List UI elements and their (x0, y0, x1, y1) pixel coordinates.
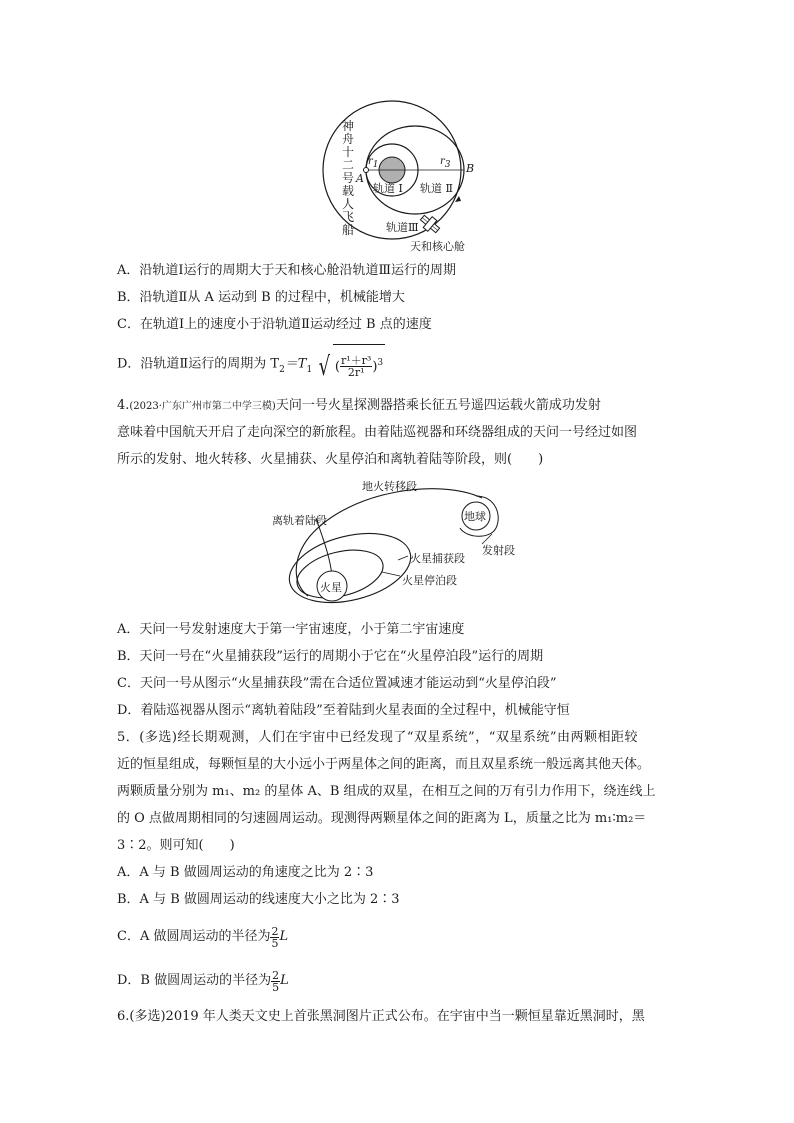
label-r3-sub: 3 (444, 160, 451, 170)
q3-option-c: C．在轨道Ⅰ上的速度小于沿轨道Ⅱ运动经过 B 点的速度 (117, 317, 432, 332)
q3-option-b: B．沿轨道Ⅱ从 A 运动到 B 的过程中，机械能增大 (117, 290, 405, 305)
q5-option-a: A．A 与 B 做圆周运动的角速度之比为 2∶3 (117, 865, 374, 880)
mars-mission-figure (270, 476, 520, 616)
label-parking: 火星停泊段 (402, 574, 457, 587)
label-transfer: 地火转移段 (362, 480, 417, 493)
label-point-a: A (356, 172, 364, 185)
capture-pointer (398, 556, 408, 560)
q6-line1: 6.(多选)2019 年人类天文史上首张黑洞图片正式公布。在宇宙中当一颗恒星靠近黑洞时，黑 (117, 1009, 645, 1024)
label-r3 (440, 156, 451, 170)
q5-line1: 5．(多选)经长期观测，人们在宇宙中已经发现了“双星系统”，“双星系统”由两颗相距较 (117, 730, 638, 745)
q3-d-eq: ＝T (284, 356, 307, 372)
q3-d-prefix: D．沿轨道Ⅱ运行的周期为 T (117, 356, 280, 372)
q3-option-d (117, 344, 385, 388)
q5-option-d (117, 966, 289, 997)
label-orbit-2: 轨道 Ⅱ (420, 182, 453, 195)
vlabel-char: 神 (341, 119, 354, 133)
label-r1-sub: 1 (372, 160, 379, 170)
label-orbit-1: 轨道 Ⅰ (373, 182, 403, 195)
vlabel-char: 人 (341, 197, 354, 211)
vlabel-char: 飞 (341, 210, 354, 224)
vlabel-char: 船 (341, 223, 354, 237)
q4-option-d: D．着陆巡视器从图示“离轨着陆段”至着陆到火星表面的全过程中，机械能守恒 (117, 703, 570, 718)
q4-line1 (117, 397, 601, 416)
q4-line2: 意味着中国航天开启了走向深空的新旅程。由着陆巡视器和环绕器组成的天问一号经过如图 (117, 425, 638, 440)
vlabel-char: 十 (341, 145, 354, 159)
q5-line5: 3∶2。则可知( ) (117, 838, 235, 853)
label-station: 天和核心舱 (410, 240, 465, 253)
q4-number: 4. (117, 398, 130, 413)
label-earth: 地球 (464, 510, 486, 523)
q5-c-num: 2 (271, 924, 279, 938)
vlabel-char: 号 (341, 171, 354, 185)
q5-d-fraction (271, 970, 280, 993)
q5-option-b: B．A 与 B 做圆周运动的线速度大小之比为 2∶3 (117, 892, 400, 907)
q3-d-sub2: 2 (279, 365, 285, 376)
q5-line4: 的 O 点做周期相同的匀速圆周运动。现测得两颗星体之间的距离为 L，质量之比为 m₁∶m₂＝ (117, 811, 647, 826)
d-power: 3 (377, 358, 384, 368)
q5-option-c (117, 922, 288, 953)
label-capture: 火星捕获段 (410, 552, 465, 565)
label-r3-letter: r (440, 156, 445, 167)
label-r1 (368, 156, 379, 170)
q5-c-prefix: C．A 做圆周运动的半径为 (117, 929, 271, 944)
vlabel-char: 载 (341, 184, 354, 198)
d-fraction (340, 355, 372, 378)
q3-d-sub1: 1 (306, 365, 313, 376)
label-point-b: B (466, 162, 475, 175)
sqrt-body: ( $\frac{\text{r¹＋r³}}{\text{2r¹}}$ )$^3$ (333, 344, 385, 385)
vlabel-char: 二 (341, 158, 354, 172)
q3-option-a: A．沿轨道Ⅰ运行的周期大于天和核心舱沿轨道Ⅲ运行的周期 (117, 263, 457, 278)
q4-line3: 所示的发射、地火转移、火星捕获、火星停泊和离轨着陆等阶段，则( ) (117, 452, 544, 467)
orbit-figure (318, 96, 478, 256)
spacecraft-vertical-label (341, 120, 355, 237)
d-fraction-den: 2r¹ (347, 366, 365, 380)
label-deorbit: 离轨着陆段 (272, 514, 327, 527)
q5-d-num: 2 (272, 968, 280, 982)
q5-c-den: 5 (271, 936, 279, 950)
q5-d-L: L (280, 973, 289, 988)
q5-d-prefix: D．B 做圆周运动的半径为 (117, 973, 272, 988)
capture-orbit-ellipse (282, 522, 418, 614)
vlabel-char: 舟 (341, 132, 354, 146)
q4-option-c: C．天问一号从图示“火星捕获段”需在合适位置减速才能运动到“火星停泊段” (117, 676, 557, 691)
parking-pointer (382, 572, 400, 576)
d-fraction-num: r¹＋r³ (341, 354, 372, 368)
label-mars: 火星 (320, 581, 342, 594)
sqrt-sign-icon: √ (318, 351, 331, 382)
q4-text1: 天问一号火星探测器搭乘长征五号遥四运载火箭成功发射 (275, 398, 601, 413)
q5-c-L: L (279, 929, 289, 944)
sqrt-expression (316, 344, 385, 385)
label-launch: 发射段 (482, 544, 515, 557)
q4-option-b: B．天问一号在“火星捕获段”运行的周期小于它在“火星停泊段”运行的周期 (117, 649, 544, 664)
q5-line3: 两颗质量分别为 m₁、m₂ 的星体 A、B 组成的双星，在相互之间的万有引力作用下，绕连线上 (117, 784, 656, 799)
q5-line2: 近的恒星组成，每颗恒星的大小远小于两星体之间的距离，而且双星系统一般远离其他天体。 (117, 757, 651, 772)
q5-d-den: 5 (272, 980, 280, 994)
q4-source: (2023·广东广州市第二中学三模) (129, 401, 276, 412)
label-r1-letter: r (368, 156, 373, 167)
q4-option-a: A．天问一号发射速度大于第一宇宙速度，小于第二宇宙速度 (117, 622, 465, 637)
label-orbit-3: 轨道Ⅲ (386, 221, 419, 234)
